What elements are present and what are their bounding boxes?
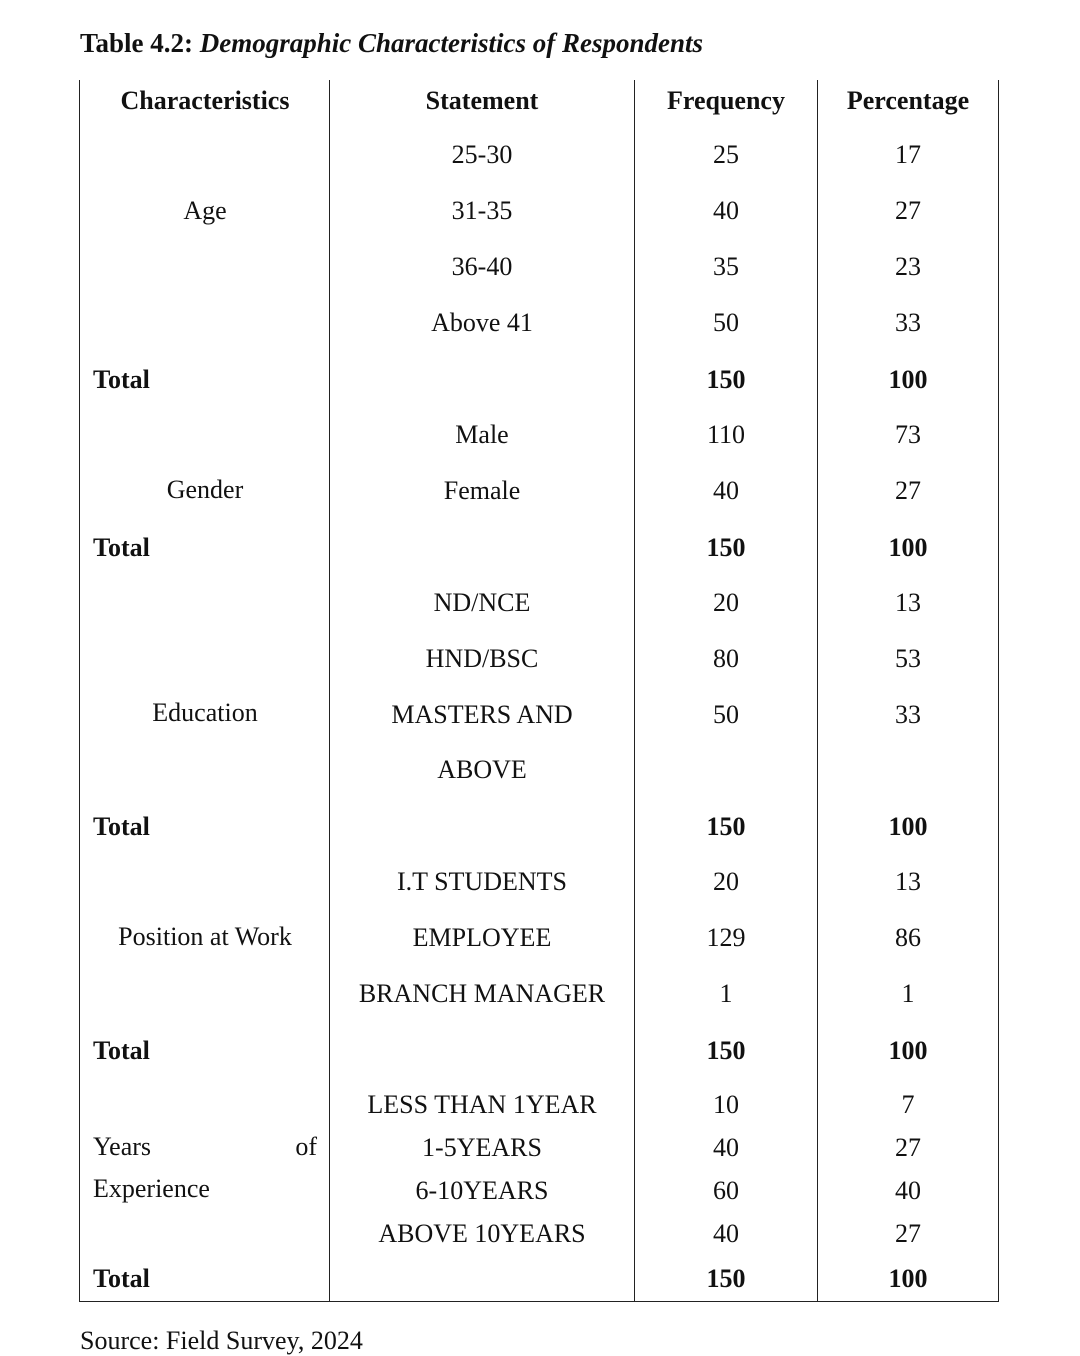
header-percentage: Percentage [846, 86, 970, 115]
frequency-cell: 10 [713, 1090, 739, 1119]
total-percentage: 100 [888, 812, 928, 841]
percentage-cell: 13 [895, 588, 921, 617]
percentage-cell: 33 [895, 308, 921, 337]
frequency-cell: 20 [713, 588, 739, 617]
statement-cell: LESS THAN 1YEAR [367, 1090, 597, 1119]
total-percentage: 100 [888, 1264, 928, 1293]
percentage-cell: 7 [901, 1090, 915, 1119]
demographics-table [79, 80, 999, 1302]
header-statement: Statement [425, 86, 539, 115]
total-percentage: 100 [888, 533, 928, 562]
frequency-cell: 20 [713, 867, 739, 896]
statement-cell: MASTERS AND [391, 700, 573, 729]
frequency-cell: 80 [713, 644, 739, 673]
frequency-cell: 50 [713, 308, 739, 337]
characteristic-position: Position at Work [118, 922, 292, 951]
percentage-cell: 40 [895, 1176, 921, 1205]
characteristic-experience-word1: Years [93, 1132, 152, 1161]
characteristic-gender: Gender [166, 475, 244, 504]
total-frequency: 150 [706, 365, 746, 394]
statement-cell: I.T STUDENTS [397, 867, 567, 896]
border-right [998, 80, 999, 1302]
frequency-cell: 40 [713, 1133, 739, 1162]
statement-cell: Male [455, 420, 509, 449]
frequency-cell: 40 [713, 476, 739, 505]
statement-cell: 36-40 [451, 252, 513, 281]
percentage-cell: 27 [895, 196, 921, 225]
percentage-cell: 1 [901, 979, 915, 1008]
table-number: Table 4.2: [80, 28, 194, 58]
statement-cell: 31-35 [451, 196, 513, 225]
statement-cell-continued: ABOVE [437, 755, 527, 784]
statement-cell: Above 41 [431, 308, 533, 337]
frequency-cell: 35 [713, 252, 739, 281]
total-frequency: 150 [706, 533, 746, 562]
total-label: Total [93, 1036, 150, 1065]
statement-cell: 6-10YEARS [415, 1176, 549, 1205]
characteristic-experience-line2: Experience [93, 1174, 210, 1203]
frequency-cell: 40 [713, 1219, 739, 1248]
total-frequency: 150 [706, 812, 746, 841]
statement-cell: BRANCH MANAGER [358, 979, 606, 1008]
header-characteristics: Characteristics [120, 86, 290, 115]
total-frequency: 150 [706, 1264, 746, 1293]
frequency-cell: 1 [719, 979, 733, 1008]
percentage-cell: 33 [895, 700, 921, 729]
percentage-cell: 13 [895, 867, 921, 896]
statement-cell: 1-5YEARS [422, 1133, 542, 1162]
percentage-cell: 53 [895, 644, 921, 673]
frequency-cell: 50 [713, 700, 739, 729]
frequency-cell: 40 [713, 196, 739, 225]
total-frequency: 150 [706, 1036, 746, 1065]
border-bottom [79, 1301, 999, 1302]
frequency-cell: 25 [713, 140, 739, 169]
percentage-cell: 86 [895, 923, 921, 952]
statement-cell: ABOVE 10YEARS [378, 1219, 586, 1248]
divider-statement [634, 80, 635, 1302]
divider-characteristics [329, 80, 330, 1302]
statement-cell: 25-30 [451, 140, 513, 169]
header-frequency: Frequency [667, 86, 785, 115]
percentage-cell: 27 [895, 1133, 921, 1162]
statement-cell: HND/BSC [425, 644, 539, 673]
total-label: Total [93, 365, 150, 394]
percentage-cell: 27 [895, 1219, 921, 1248]
characteristic-age: Age [183, 196, 227, 225]
total-percentage: 100 [888, 365, 928, 394]
statement-cell: EMPLOYEE [412, 923, 552, 952]
characteristic-education: Education [152, 698, 258, 727]
percentage-cell: 27 [895, 476, 921, 505]
percentage-cell: 17 [895, 140, 921, 169]
table-caption [80, 28, 703, 59]
total-label: Total [93, 1264, 150, 1293]
frequency-cell: 60 [713, 1176, 739, 1205]
total-percentage: 100 [888, 1036, 928, 1065]
frequency-cell: 110 [706, 420, 746, 449]
border-left [79, 80, 80, 1302]
frequency-cell: 129 [706, 923, 746, 952]
percentage-cell: 23 [895, 252, 921, 281]
statement-cell: ND/NCE [433, 588, 531, 617]
divider-frequency [817, 80, 818, 1302]
source-note: Source: Field Survey, 2024 [80, 1326, 363, 1355]
total-label: Total [93, 533, 150, 562]
characteristic-experience-word2: of [295, 1132, 317, 1161]
total-label: Total [93, 812, 150, 841]
percentage-cell: 73 [895, 420, 921, 449]
table-title: Demographic Characteristics of Respondents [199, 28, 704, 58]
statement-cell: Female [443, 476, 521, 505]
